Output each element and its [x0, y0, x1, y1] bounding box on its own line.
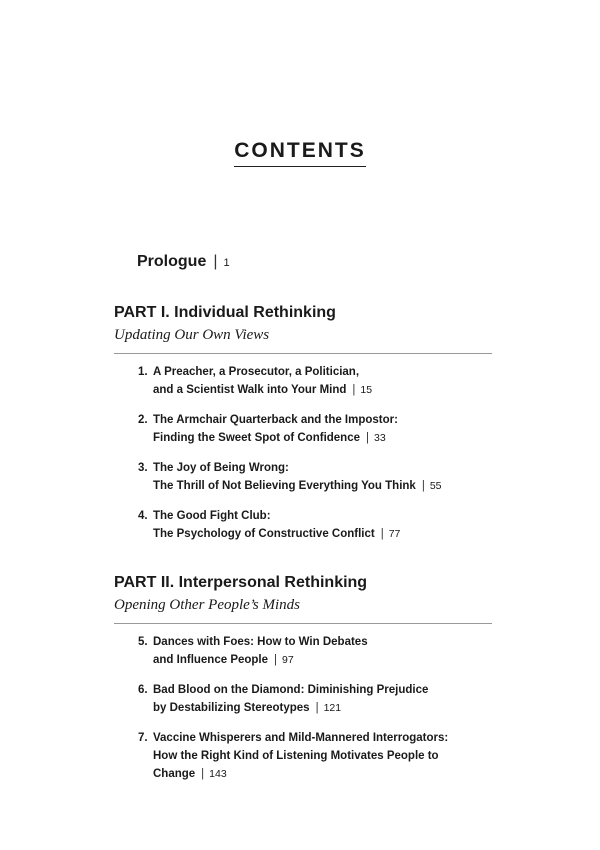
part-2-header [114, 573, 492, 624]
chapter-title-line [153, 429, 478, 447]
chapter-3-entry [138, 459, 478, 495]
chapter-title-line [153, 699, 478, 717]
chapter-page: 97 [282, 654, 294, 666]
chapter-title-line: Bad Blood on the Diamond: Diminishing Prejudice [153, 684, 429, 696]
chapter-title-line [153, 765, 478, 783]
prologue-entry [137, 253, 230, 271]
part-1-chapter-list [138, 363, 478, 555]
part-1-subtitle: Updating Our Own Views [114, 325, 492, 354]
chapter-title-line: The Good Fight Club: [153, 510, 271, 522]
page-separator: | [352, 384, 356, 396]
chapter-title [153, 363, 478, 399]
chapter-number: 1. [138, 366, 148, 378]
chapter-4-entry [138, 507, 478, 543]
page-separator: | [315, 702, 319, 714]
chapter-number: 7. [138, 732, 148, 744]
page-separator: | [201, 768, 205, 780]
chapter-2-entry [138, 411, 478, 447]
page-title: CONTENTS [0, 139, 600, 167]
chapter-title [153, 633, 478, 669]
chapter-title-text: and a Scientist Walk into Your Mind [153, 384, 347, 396]
chapter-title [153, 507, 478, 543]
part-1-heading [114, 303, 492, 323]
chapter-page: 77 [388, 528, 401, 540]
part-1-header [114, 303, 492, 354]
chapter-title [153, 729, 478, 783]
part-1-label: PART I. [114, 304, 170, 321]
chapter-number: 2. [138, 414, 148, 426]
chapter-page: 33 [374, 432, 386, 444]
chapter-title-line: Dances with Foes: How to Win Debates [153, 636, 368, 648]
chapter-page: 143 [209, 768, 227, 780]
chapter-title-text: by Destabilizing Stereotypes [153, 702, 310, 714]
chapter-title [153, 681, 478, 717]
part-2-heading [114, 573, 492, 593]
chapter-title-line: Vaccine Whisperers and Mild-Mannered Interrogators: [153, 732, 449, 744]
chapter-title-line [153, 477, 478, 495]
part-1-name: Individual Rethinking [174, 304, 336, 321]
chapter-title-line: The Armchair Quarterback and the Impostor: [153, 414, 398, 426]
chapter-number: 6. [138, 684, 148, 696]
chapter-page: 55 [429, 480, 442, 492]
chapter-title [153, 459, 478, 495]
chapter-title-line [153, 381, 478, 399]
part-2-subtitle: Opening Other People’s Minds [114, 595, 492, 624]
chapter-title-text: Finding the Sweet Spot of Confidence [153, 432, 360, 444]
prologue-label: Prologue [137, 253, 207, 270]
chapter-page: 121 [323, 702, 342, 714]
chapter-number: 5. [138, 636, 148, 648]
chapter-title-text: and Influence People [153, 654, 269, 666]
chapter-7-entry [138, 729, 478, 783]
chapter-title-line: How the Right Kind of Listening Motivates People to [153, 750, 439, 762]
part-2-label: PART II. [114, 574, 175, 591]
chapter-title-text: The Thrill of Not Believing Everything You Think [153, 480, 416, 492]
chapter-title-text: The Psychology of Constructive Conflict [153, 528, 375, 540]
chapter-number: 3. [138, 462, 148, 474]
chapter-title [153, 411, 478, 447]
page-separator: | [421, 480, 425, 492]
page-separator: | [366, 432, 369, 444]
chapter-title-line: A Preacher, a Prosecutor, a Politician, [153, 366, 360, 378]
part-2-chapter-list [138, 633, 478, 795]
chapter-page: 15 [360, 384, 373, 396]
chapter-title-line [153, 525, 478, 543]
page-separator: | [380, 528, 384, 540]
part-2-name: Interpersonal Rethinking [178, 574, 368, 591]
prologue-page: 1 [223, 257, 230, 269]
chapter-title-line: The Joy of Being Wrong: [153, 462, 289, 474]
page-separator: | [274, 654, 278, 666]
page-separator: | [213, 253, 218, 270]
chapter-5-entry [138, 633, 478, 669]
chapter-6-entry [138, 681, 478, 717]
chapter-number: 4. [138, 510, 148, 522]
chapter-title-line [153, 651, 478, 669]
chapter-title-text: Change [153, 768, 196, 780]
chapter-1-entry [138, 363, 478, 399]
